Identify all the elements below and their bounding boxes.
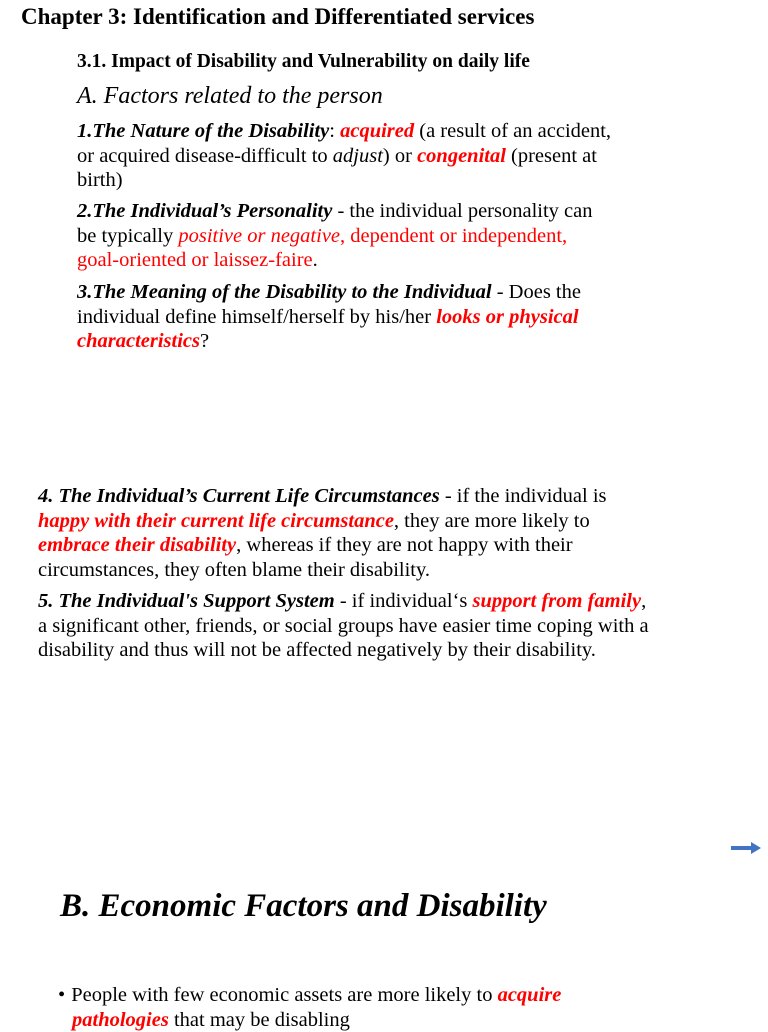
emphasis-adjust: adjust xyxy=(332,144,383,167)
factor-nature-of-disability xyxy=(77,119,717,193)
factor-meaning-of-disability xyxy=(77,280,717,354)
text: , xyxy=(641,590,647,612)
text: ? xyxy=(200,330,210,352)
emphasis-positive-negative: positive or negative xyxy=(178,224,341,247)
emphasis-embrace: embrace their disability xyxy=(38,534,237,556)
factor-support-system xyxy=(38,589,738,663)
text: People with few economic assets are more likely to xyxy=(71,984,498,1006)
factor-heading: 5. The Individual's Support System xyxy=(38,590,335,612)
text: . xyxy=(312,249,318,271)
text: - Does the xyxy=(491,281,581,303)
emphasis-happy: happy with their current life circumstance xyxy=(38,509,394,532)
emphasis-pathologies: pathologies xyxy=(72,1008,169,1031)
bullet-dot: • xyxy=(58,984,66,1006)
section-title: 3.1. Impact of Disability and Vulnerability on daily life xyxy=(77,51,530,72)
factor-heading: 1.The Nature of the Disability xyxy=(77,120,330,142)
factor-heading: 4. The Individual’s Current Life Circumstances xyxy=(38,485,440,507)
factor-heading: 3.The Meaning of the Disability to the Individual xyxy=(77,281,492,303)
text: circumstances, they often blame their disability. xyxy=(38,558,431,581)
emphasis-dependent: , dependent or independent, xyxy=(340,224,568,247)
factor-life-circumstances xyxy=(38,484,738,582)
text: individual define himself/herself by his/her xyxy=(77,305,437,328)
text: (present at xyxy=(505,144,597,167)
text: birth) xyxy=(77,169,123,191)
factor-heading: 2.The Individual’s Personality xyxy=(77,200,333,222)
emphasis-goal-oriented: goal-oriented or laissez-faire xyxy=(77,249,313,271)
text: , they are more likely to xyxy=(393,509,590,532)
emphasis-looks: looks or physical xyxy=(436,305,579,328)
emphasis-congenital: congenital xyxy=(417,144,506,167)
chapter-title: Chapter 3: Identification and Differentiated services xyxy=(21,4,535,29)
right-arrow-icon[interactable] xyxy=(731,841,761,855)
emphasis-acquire: acquire xyxy=(497,984,562,1006)
text: be typically xyxy=(77,224,179,247)
text: : xyxy=(329,120,341,142)
text: - the individual personality can xyxy=(332,200,593,222)
text: - if individual‘s xyxy=(334,590,473,612)
factor-personality xyxy=(77,199,717,273)
emphasis-characteristics: characteristics xyxy=(77,330,200,352)
text: (a result of an accident, xyxy=(414,120,612,142)
emphasis-acquired: acquired xyxy=(340,120,415,142)
text: , whereas if they are not happy with their xyxy=(236,534,573,556)
text: ) or xyxy=(382,144,418,167)
text: a significant other, friends, or social groups have easier time coping with a xyxy=(38,614,649,637)
bullet-economic-assets xyxy=(58,983,738,1032)
section-b-title: B. Economic Factors and Disability xyxy=(60,888,547,924)
text: that may be disabling xyxy=(168,1008,350,1031)
subsection-a-title: A. Factors related to the person xyxy=(77,83,383,109)
text: disability and thus will not be affected negatively by their disability. xyxy=(38,639,596,661)
text: - if the individual is xyxy=(439,485,607,507)
text: or acquired disease-difficult to xyxy=(77,144,333,167)
emphasis-support-family: support from family xyxy=(472,590,642,612)
